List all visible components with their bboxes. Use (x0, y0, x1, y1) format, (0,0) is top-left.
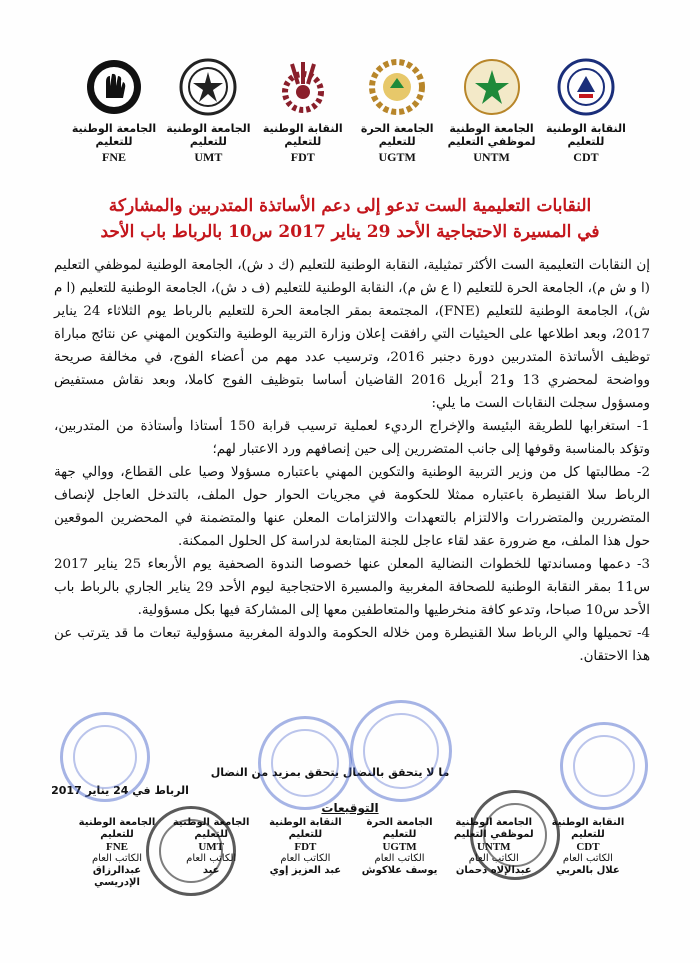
umt-emblem-icon (179, 58, 237, 116)
dateline: الرباط في 24 يناير 2017 (51, 784, 189, 797)
logo-name: الجامعة الوطنية للتعليم (166, 122, 251, 148)
union-logos-row (70, 58, 630, 188)
signature-fdt (258, 817, 352, 877)
ugtm-emblem-icon (368, 58, 426, 116)
logo-abbr: UMT (194, 150, 223, 164)
logo-name: النقابة الوطنية للتعليم (546, 122, 626, 148)
signature-umt (164, 817, 258, 877)
logo-abbr: CDT (573, 150, 599, 164)
logo-name: النقابة الوطنية للتعليم (262, 122, 343, 148)
logo-name: الجامعة الوطنية لموظفي التعليم (447, 122, 536, 148)
signature-role: الكاتب العام (186, 853, 237, 864)
cdt-emblem-icon (557, 58, 615, 116)
title-line-1: النقابات التعليمية الست تدعو إلى دعم الأساتذة المتدربين والمشاركة (108, 196, 592, 216)
logo-name: الجامعة الوطنية للتعليم (71, 122, 157, 148)
logo-untm (448, 58, 536, 188)
signature-role: الكاتب العام (280, 853, 331, 864)
signature-person: يوسف علاكوش (361, 865, 438, 876)
signature-abbr: CDT (576, 841, 600, 853)
fdt-emblem-icon (274, 58, 332, 116)
fne-emblem-icon (85, 58, 143, 116)
union-stamp (560, 722, 648, 810)
closing-slogan: ما لا يتحقق بالنضال يتحقق بمزيد من النضال (210, 766, 450, 779)
signature-abbr: UNTM (476, 841, 511, 853)
signature-role: الكاتب العام (374, 853, 425, 864)
union-stamp (350, 700, 452, 802)
logo-abbr: UNTM (473, 150, 510, 164)
logo-fne (70, 58, 158, 188)
logo-abbr: FNE (102, 150, 126, 164)
signature-org: النقابة الوطنية للتعليم (269, 817, 342, 840)
signature-role: الكاتب العام (91, 853, 143, 864)
title-line-2: في المسيرة الاحتجاجية الأحد 29 يناير 2017 س10 بالرباط باب الأحد (100, 222, 600, 242)
logo-abbr: FDT (290, 150, 315, 164)
logo-name: الجامعة الحرة للتعليم (360, 122, 434, 148)
signature-fne (70, 817, 164, 888)
signature-role: الكاتب العام (562, 853, 613, 864)
signature-person: عبدالرزاق الإدريسي (92, 865, 142, 888)
signature-abbr: UGTM (382, 841, 417, 853)
untm-emblem-icon (463, 58, 521, 116)
signature-abbr: FDT (294, 841, 317, 853)
signature-cdt (541, 817, 635, 877)
logo-umt (164, 58, 252, 188)
signature-org: الجامعة الوطنية لموظفي التعليم (453, 817, 534, 840)
signature-org: الجامعة الوطنية للتعليم (172, 817, 250, 840)
signature-person: عبد (202, 865, 220, 876)
demand-item-3: 3- دعمها ومساندتها للخطوات النضالية المعلن عنها خصوصا الندوة الصحفية يوم الأربعاء 25 يناير 2017 س11 بمقر النقابة الوطنية للصحافة المغربية والمسيرة الاحتجاجية ليوم الأحد 29 يناير الجاري بالرباط باب الأحد س10 صباحا، وتدعو كافة منخرطيها والمتعاطفين معها إلى المشاركة فيها بكل مسؤولية. (54, 557, 651, 618)
demand-item-2: 2- مطالبتها كل من وزير التربية الوطنية والتكوين المهني باعتباره مسؤولا وصيا على القطاع، ووالي جهة الرباط سلا القنيطرة باعتباره ممثلا للحكومة في مجريات الحوار حول الملف، بالتدخل العاجل لإنصاف المتضررين والمتضررات والالتزام بالتعهدات والالتزامات المعلن عنها والمتضمنة في المحضرين الموقعين حول هذا الملف، مع ضرورة عقد لقاء عاجل للجنة المتابعة لدراسة كل الحلول الممكنة. (54, 465, 650, 549)
signature-abbr: FNE (106, 841, 128, 853)
logo-fdt (259, 58, 347, 188)
signature-role: الكاتب العام (468, 853, 519, 864)
signature-ugtm (353, 817, 447, 877)
signature-untm (447, 817, 541, 877)
signature-person: عبدالإلاه دحمان (455, 865, 532, 876)
signature-abbr: UMT (198, 841, 225, 853)
signature-org: الجامعة الوطنية للتعليم (78, 817, 156, 840)
signature-org: الجامعة الحرة للتعليم (366, 817, 433, 840)
signatures-title: التوقيعات (321, 801, 379, 815)
signatures-row (70, 817, 635, 888)
demand-item-4: 4- تحميلها والي الرباط سلا القنيطرة ومن خلاله الحكومة والدولة المغربية مسؤولية تبعات ما قد يترتب عن هذا الاحتقان. (54, 626, 650, 664)
signature-org: النقابة الوطنية للتعليم (551, 817, 625, 840)
signature-person: عبد العزيز إوي (269, 865, 342, 876)
union-stamp (258, 716, 352, 810)
statement-body (54, 254, 650, 668)
logo-abbr: UGTM (378, 150, 416, 164)
intro-paragraph: إن النقابات التعليمية الست الأكثر تمثيلية، النقابة الوطنية للتعليم (ك د ش)، الجامعة الوطنية لموظفي التعليم (ا و ش م)، الجامعة الحرة للتعليم (ا ع ش م)، النقابة الوطنية للتعليم (ف د ش)، الجامعة الوطنية للتعليم (ا م ش)، الجامعة الوطنية للتعليم (FNE)، المجتمعة بمقر الجامعة الحرة للتعليم بالرباط يوم الثلاثاء 24 يناير 2017، وبعد اطلاعها على الحيثيات التي رافقت إعلان وزارة التربية الوطنية والتكوين المهني عن نتائج مباراة توظيف الأساتذة المتدربين دورة دجنبر 2016، وترسيب عدد مهم من أعضاء الفوج، في مخالفة صريحة وواضحة لمحضري 13 و21 أبريل 2016 القاضيان أساسا بتوظيف الفوج كاملا، وبعد نقاش مستفيض ومسؤول سجلت النقابات الست ما يلي: (54, 258, 650, 411)
signature-person: علال بالعربي (556, 865, 620, 876)
logo-cdt (542, 58, 630, 188)
demand-item-1: 1- استغرابها للطريقة البئيسة والإخراج الرديء لعملية ترسيب قرابة 150 أستاذا وأستاذة من المتدربين، وتؤكد بالمناسبة وقوفها إلى جانب المتضررين إلى حين إنصافهم ورد الاعتبار لهم؛ (54, 419, 650, 457)
logo-ugtm (353, 58, 441, 188)
